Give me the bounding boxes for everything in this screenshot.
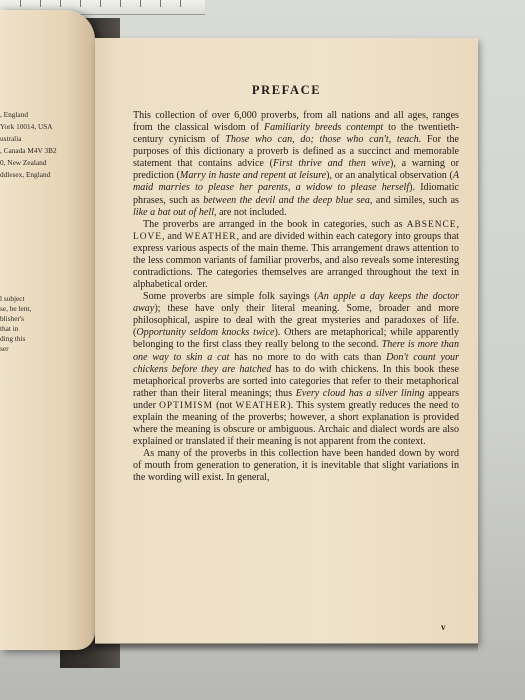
left-page-fragment: ser <box>0 344 9 353</box>
left-page <box>0 10 95 650</box>
left-page-fragment: York 10014, USA <box>0 122 53 131</box>
left-page-fragment: ding this <box>0 334 26 343</box>
preface-body <box>133 110 459 484</box>
paragraph-3: Some proverbs are simple folk sayings (An apple a day keeps the doctor away); these have only their literal meaning. Some, broader and more philosophical, aspire to deal with the great mysteries and paradoxes of life. (Opportunity seldom knocks twice). Others are metaphorical; while apparently belonging to the first class they really belong to the second. There is more than one way to skin a cat has no more to do with cats than Don't count your chickens before they are hatched has to do with chickens. In this book these metaphorical proverbs are sorted into categories that refer to their metaphorical rather than their literal meanings; thus Every cloud has a silver lining appears under OPTIMISM (not WEATHER). This system greatly reduces the need to explain the meaning of the proverbs; however, a short explanation is provided where the meaning is obscure or ambiguous. Archaic and dialect words are also explained or translated if their meaning is not apparent from the context. <box>133 291 460 448</box>
page-number: v <box>441 622 446 632</box>
paragraph-4: As many of the proverbs in this collection have been handed down by word of mouth from generation to generation, it is inevitable that slight variations in the wording will exist. In general, <box>133 448 459 484</box>
page-title: PREFACE <box>251 83 322 97</box>
left-page-fragment: ddlesex, England <box>0 170 51 179</box>
right-page <box>95 38 478 644</box>
page-shadow <box>95 643 478 653</box>
left-page-fragment: , England <box>0 110 28 119</box>
left-page-fragment: 0, New Zealand <box>0 158 47 167</box>
left-page-fragment: l subject <box>0 294 25 303</box>
left-page-fragment: se, be lent, <box>0 304 32 313</box>
left-page-fragment: blisher's <box>0 314 25 323</box>
left-page-fragment: , Canada M4V 3B2 <box>0 146 57 155</box>
paragraph-2: The proverbs are arranged in the book in categories, such as ABSENCE, LOVE, and WEATHER, and are divided within each category into groups that express various aspects of the main theme. This arrangement draws attention to the less common variants of familiar proverbs, and also reveals some interesting contradictions. The categories themselves are arranged throughout the text in alphabetical order. <box>133 218 459 291</box>
paragraph-1: This collection of over 6,000 proverbs, from all nations and all ages, ranges from the classical wisdom of Familiarity breeds contempt to the twentieth-century cynicism of Those who can, do; those who can't, teach. For the purposes of this dictionary a proverb is defined as a succinct and memorable statement that contains advice (First thrive and then wive), a warning or prediction (Marry in haste and repent at leisure), or an analytical observation (A maid marries to please her parents, a widow to please herself). Idiomatic phrases, such as between the devil and the deep blue sea, and similes, such as like a bat out of hell, are not included. <box>133 110 460 218</box>
left-page-fragment: that in <box>0 324 19 333</box>
left-page-fragment: ustralia <box>0 134 22 143</box>
